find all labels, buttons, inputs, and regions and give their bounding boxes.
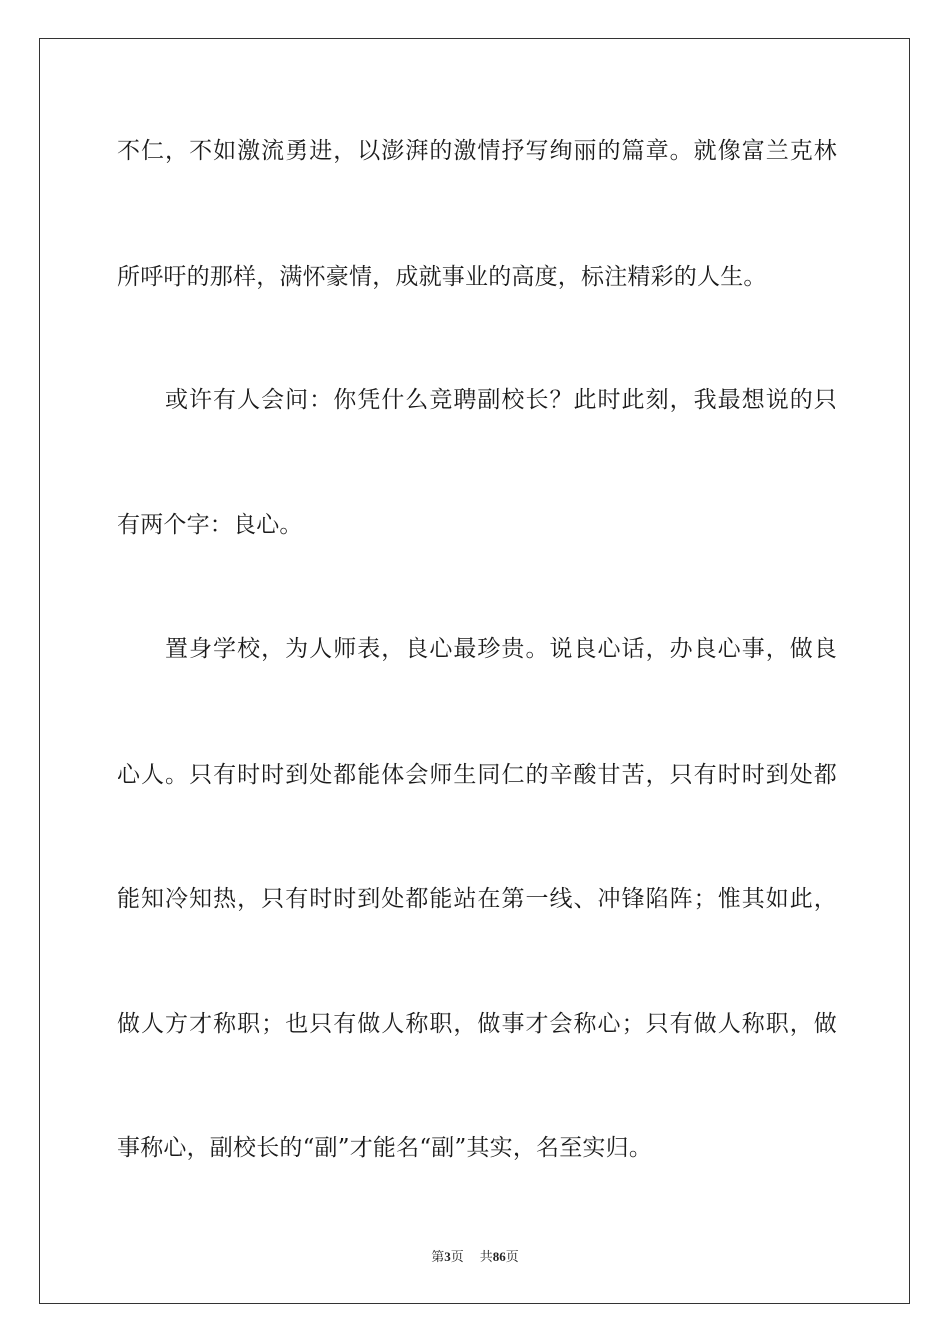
text-line-9: 事称心，副校长的“副”才能名“副”其实，名至实归。 [117, 1135, 653, 1161]
page-border [39, 38, 910, 1304]
text-line-3: 或许有人会问：你凭什么竞聘副校长？此时此刻，我最想说的只 [165, 387, 837, 413]
text-line-6: 心人。只有时时到处都能体会师生同仁的辛酸甘苦，只有时时到处都 [117, 762, 837, 788]
text-line-5: 置身学校，为人师表，良心最珍贵。说良心话，办良心事，做良 [165, 636, 837, 662]
text-line-4: 有两个字：良心。 [117, 512, 303, 538]
total-suffix: 页 [505, 1250, 519, 1265]
page-number: 3 [444, 1249, 451, 1264]
text-line-2: 所呼吁的那样，满怀豪情，成就事业的高度，标注精彩的人生。 [117, 264, 767, 290]
text-line-7: 能知冷知热，只有时时到处都能站在第一线、冲锋陷阵；惟其如此， [117, 886, 837, 912]
text-line-8: 做人方才称职；也只有做人称职，做事才会称心；只有做人称职，做 [117, 1011, 837, 1037]
text-line-1: 不仁，不如激流勇进，以澎湃的激情抒写绚丽的篇章。就像富兰克林 [117, 138, 837, 164]
page-prefix: 第 [431, 1250, 445, 1265]
page-suffix: 页 [450, 1250, 464, 1265]
total-pages: 86 [492, 1249, 506, 1264]
page-footer [0, 1248, 950, 1267]
total-prefix: 共 [479, 1250, 493, 1265]
